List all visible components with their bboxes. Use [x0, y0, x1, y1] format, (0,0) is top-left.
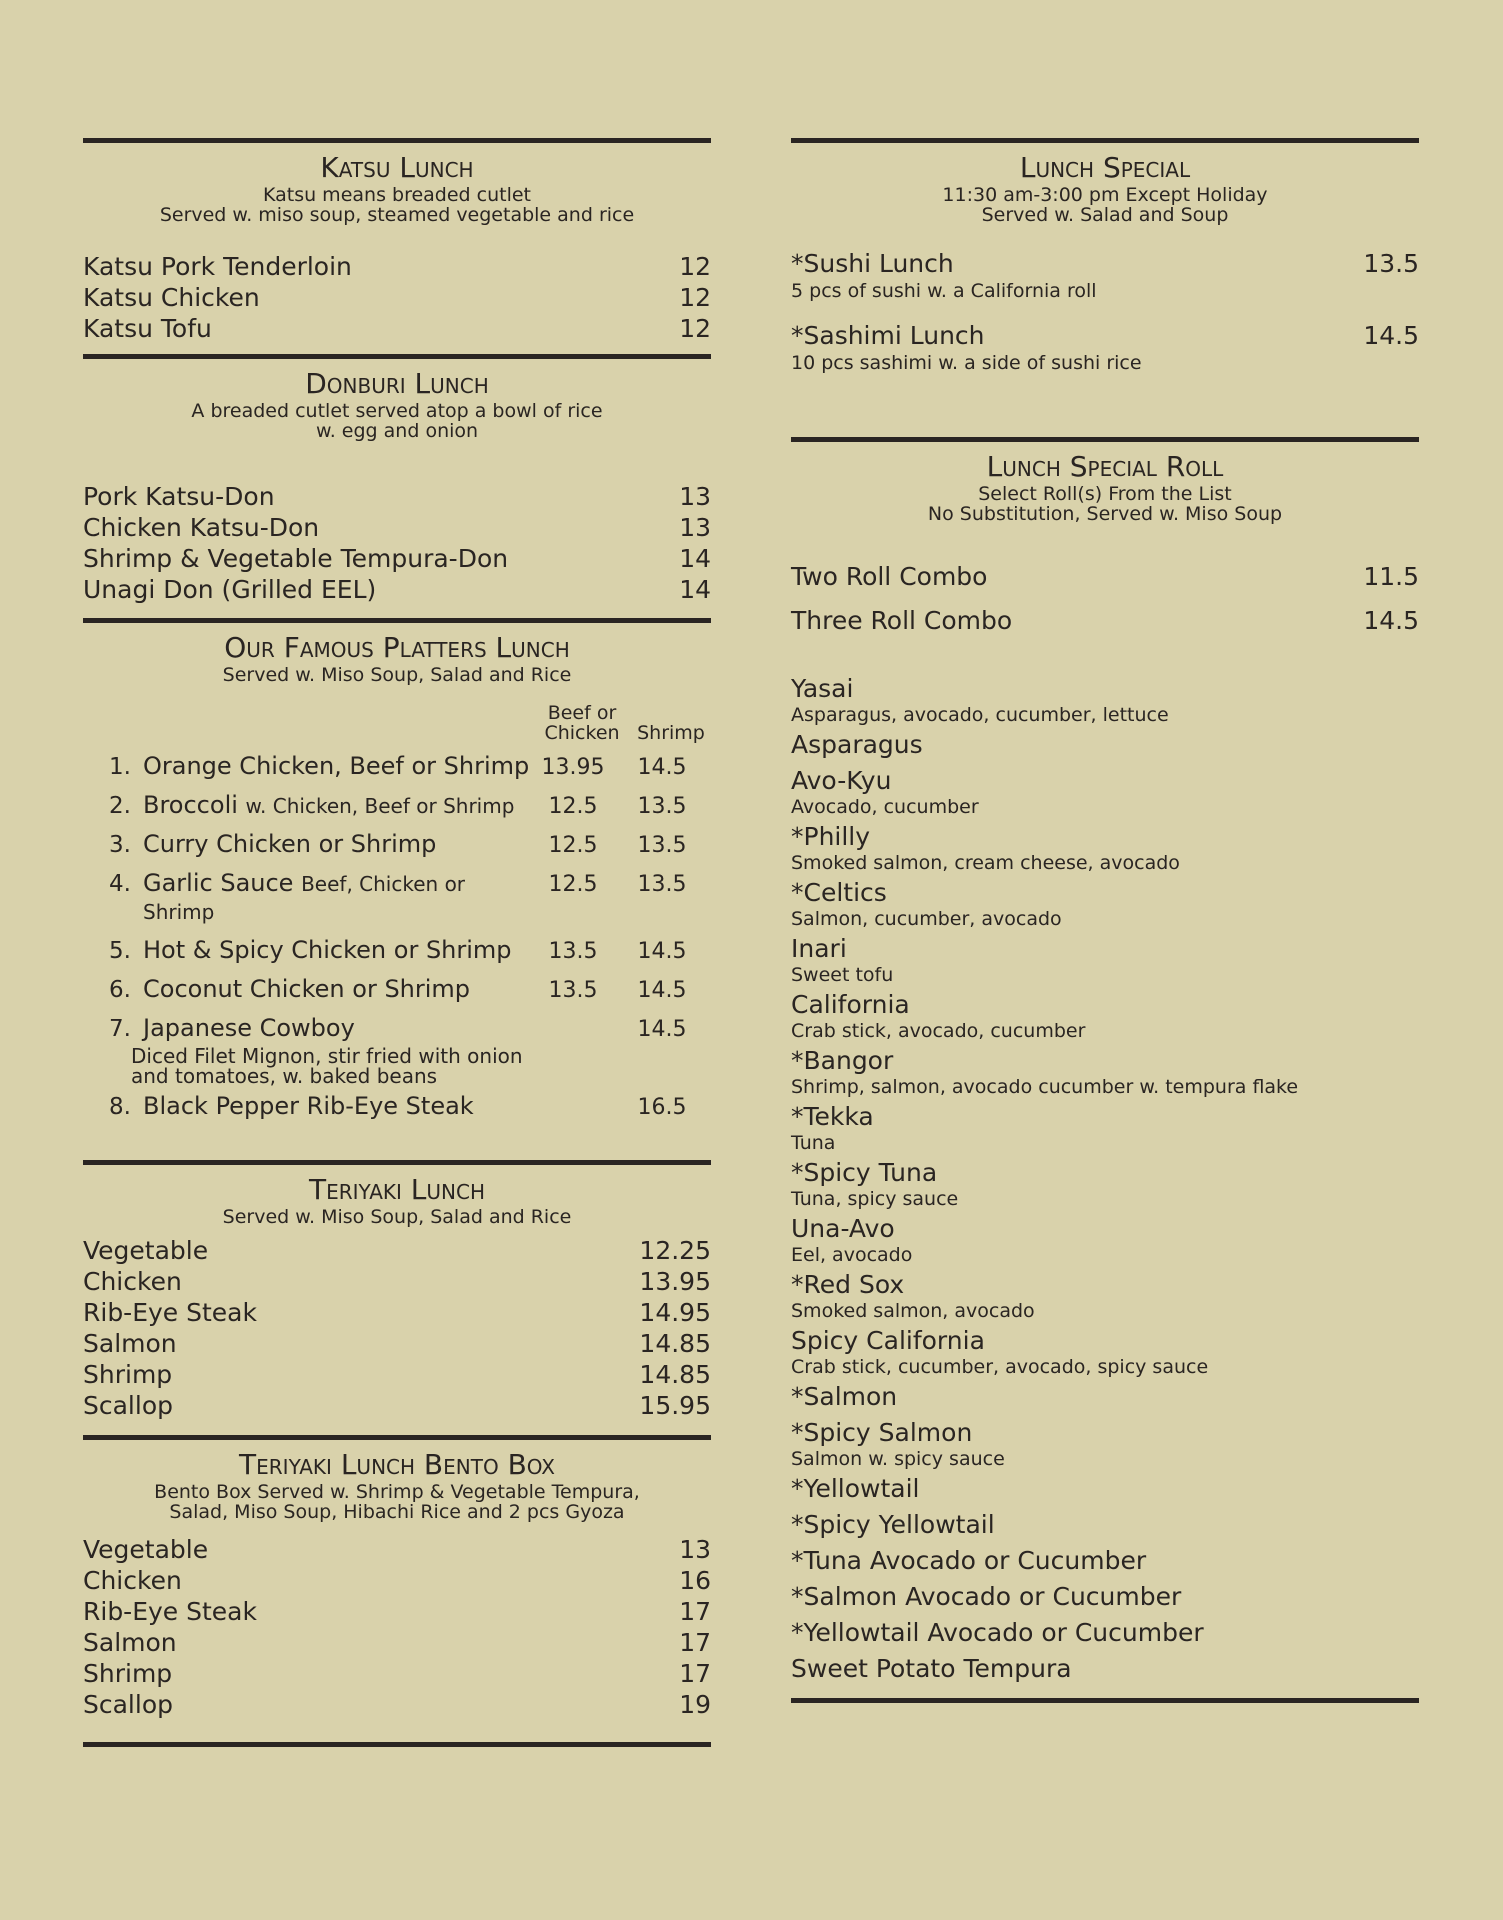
platter-item: [83, 791, 711, 819]
menu-item: [83, 1627, 711, 1658]
column-header-shrimp: Shrimp: [637, 722, 705, 744]
roll-description: Sweet tofu: [791, 964, 894, 986]
bento-items: [83, 1534, 711, 1720]
item-name: Katsu Tofu: [83, 314, 212, 343]
item-name: [143, 791, 533, 819]
item-price: 13.5: [1363, 249, 1419, 278]
item-price: 14.5: [1363, 321, 1419, 350]
item-number: 7.: [109, 1016, 131, 1042]
item-price: 14.5: [1363, 606, 1419, 635]
item-price: 17: [679, 1628, 711, 1657]
price-shrimp: 13.5: [637, 872, 687, 897]
roll-list: [791, 674, 1419, 1684]
price-beef-chicken: 13.5: [548, 978, 598, 1003]
item-price: 14.85: [639, 1360, 711, 1389]
item-number: 8.: [109, 1094, 131, 1120]
roll-name: *Spicy Yellowtail: [791, 1510, 995, 1539]
price-beef-chicken: 13.95: [541, 755, 605, 780]
lunch-special-header: [791, 143, 1419, 225]
section-subtitle: Katsu means breaded cutlet: [262, 184, 531, 206]
roll-item: [791, 1102, 1419, 1154]
item-number: 5.: [109, 938, 131, 964]
section-subtitle: Served w. Miso Soup, Salad and Rice: [222, 664, 572, 686]
roll-description: Tuna, spicy sauce: [791, 1188, 959, 1210]
roll-item: [791, 766, 1419, 818]
roll-description: Asparagus, avocado, cucumber, lettuce: [791, 704, 1169, 726]
section-title: Teriyaki Lunch Bento Box: [239, 1448, 555, 1481]
section-title: Lunch Special: [1019, 151, 1191, 184]
price-shrimp: 13.5: [637, 833, 687, 858]
menu-item: [83, 1689, 711, 1720]
item-name-detail: w. Chicken, Beef or Shrimp: [245, 794, 515, 818]
menu-item: [83, 1359, 711, 1390]
menu-item: [83, 512, 711, 543]
section-subtitle: Salad, Miso Soup, Hibachi Rice and 2 pcs Gyoza: [169, 1501, 625, 1523]
item-name-main: Orange Chicken, Beef or Shrimp: [143, 752, 530, 780]
teriyaki-items: [83, 1235, 711, 1421]
item-description: 10 pcs sashimi w. a side of sushi rice: [791, 352, 1142, 374]
combo-items: [791, 562, 1419, 636]
price-shrimp: 14.5: [637, 755, 687, 780]
section-title: Lunch Special Roll: [986, 450, 1224, 483]
item-name: Salmon: [83, 1329, 177, 1358]
roll-name: California: [791, 990, 910, 1019]
teriyaki-header: [83, 1165, 711, 1227]
special-roll-header: [791, 442, 1419, 524]
roll-description: Smoked salmon, avocado: [791, 1300, 1035, 1322]
roll-item: [791, 990, 1419, 1042]
roll-item: [791, 1158, 1419, 1210]
roll-item: [791, 1046, 1419, 1098]
roll-name: *Celtics: [791, 878, 887, 907]
item-name: [143, 975, 533, 1003]
roll-name: *Tuna Avocado or Cucumber: [791, 1546, 1147, 1575]
roll-item: [791, 934, 1419, 986]
item-name-main: Curry Chicken or Shrimp: [143, 830, 437, 858]
item-name: Shrimp: [83, 1659, 173, 1688]
menu-item: [83, 481, 711, 512]
platter-item: [83, 1014, 711, 1042]
roll-name: *Spicy Tuna: [791, 1158, 938, 1187]
roll-name: *Bangor: [791, 1046, 894, 1075]
item-price: 12: [679, 252, 711, 281]
menu-item: [83, 1596, 711, 1627]
katsu-header: [83, 143, 711, 225]
item-price: 14.95: [639, 1298, 711, 1327]
price-beef-chicken: 13.5: [548, 939, 598, 964]
item-price: 12: [679, 314, 711, 343]
item-name: Salmon: [83, 1628, 177, 1657]
item-name: Chicken Katsu-Don: [83, 513, 320, 542]
item-description-line: Diced Filet Mignon, stir fried with onion: [131, 1044, 523, 1068]
item-name: [143, 936, 533, 964]
roll-description: Tuna: [791, 1132, 836, 1154]
section-subtitle: A breaded cutlet served atop a bowl of rice: [191, 400, 603, 422]
item-name: Three Roll Combo: [791, 606, 1013, 635]
roll-name: *Yellowtail Avocado or Cucumber: [791, 1618, 1204, 1647]
menu-item: [791, 249, 1419, 279]
section-subtitle: Served w. miso soup, steamed vegetable and rice: [159, 204, 635, 226]
price-beef-chicken: 12.5: [548, 794, 598, 819]
item-price: 14: [679, 575, 711, 604]
menu-item: [83, 543, 711, 574]
column-header-line: Beef or: [547, 702, 617, 724]
roll-item: [791, 1418, 1419, 1470]
item-price: 14.85: [639, 1329, 711, 1358]
item-name: [143, 1092, 533, 1120]
item-name-detail: Beef, Chicken or Shrimp: [143, 872, 466, 924]
item-number: 1.: [109, 754, 131, 780]
roll-item: [791, 1582, 1419, 1612]
menu-item: [791, 321, 1419, 351]
platter-item: [83, 752, 711, 780]
platter-item: [83, 869, 711, 925]
item-name: Scallop: [83, 1690, 173, 1719]
menu-item: [83, 1565, 711, 1596]
donburi-items: [83, 481, 711, 605]
roll-name: Inari: [791, 934, 847, 963]
item-name: Rib-Eye Steak: [83, 1597, 257, 1626]
roll-description: Salmon w. spicy sauce: [791, 1448, 1005, 1470]
item-price: 13: [679, 1535, 711, 1564]
menu-item: [83, 282, 711, 313]
menu-item: [83, 313, 711, 344]
price-shrimp: 14.5: [637, 939, 687, 964]
item-price: 15.95: [639, 1391, 711, 1420]
roll-name: Sweet Potato Tempura: [791, 1654, 1072, 1683]
item-number: 3.: [109, 832, 131, 858]
menu-item: [791, 606, 1419, 636]
item-name: *Sashimi Lunch: [791, 321, 985, 350]
item-price: 13: [679, 482, 711, 511]
menu-item: [83, 1534, 711, 1565]
roll-name: *Yellowtail: [791, 1474, 920, 1503]
item-price: 12.25: [639, 1236, 711, 1265]
roll-item: [791, 674, 1419, 726]
section-subtitle: Served w. Miso Soup, Salad and Rice: [222, 1206, 572, 1228]
item-name: Chicken: [83, 1566, 182, 1595]
item-name-main: Hot & Spicy Chicken or Shrimp: [143, 936, 512, 964]
item-name: Scallop: [83, 1391, 173, 1420]
roll-name: *Red Sox: [791, 1270, 905, 1299]
roll-description: Eel, avocado: [791, 1244, 913, 1266]
item-price: 19: [679, 1690, 711, 1719]
menu-item: [83, 1328, 711, 1359]
section-subtitle: Served w. Salad and Soup: [981, 204, 1229, 226]
roll-name: *Salmon Avocado or Cucumber: [791, 1582, 1182, 1611]
roll-item: [791, 1546, 1419, 1576]
section-title: Katsu Lunch: [320, 151, 474, 184]
item-price: 11.5: [1363, 562, 1419, 591]
item-number: 4.: [109, 871, 131, 897]
roll-name: Una-Avo: [791, 1214, 895, 1243]
item-description: [83, 1046, 711, 1086]
katsu-items: [83, 251, 711, 344]
section-title: Teriyaki Lunch: [309, 1173, 485, 1206]
roll-item: [791, 1326, 1419, 1378]
item-price: 17: [679, 1659, 711, 1688]
bento-header: [83, 1440, 711, 1522]
roll-item: [791, 1474, 1419, 1504]
roll-description: Crab stick, cucumber, avocado, spicy sauce: [791, 1356, 1209, 1378]
item-name: [143, 869, 533, 925]
roll-name: Avo-Kyu: [791, 766, 892, 795]
roll-item: [791, 822, 1419, 874]
column-header-line: Chicken: [544, 722, 620, 744]
price-beef-chicken: 12.5: [548, 872, 598, 897]
item-name: Chicken: [83, 1267, 182, 1296]
roll-description: Smoked salmon, cream cheese, avocado: [791, 852, 1180, 874]
section-subtitle: No Substitution, Served w. Miso Soup: [927, 503, 1283, 525]
item-number: 2.: [109, 793, 131, 819]
section-subtitle: Bento Box Served w. Shrimp & Vegetable Tempura,: [154, 1481, 640, 1503]
platter-item: [83, 830, 711, 858]
item-name: Shrimp: [83, 1360, 173, 1389]
platter-item: [83, 975, 711, 1003]
lunch-special-items: [791, 249, 1419, 375]
section-title: Our Famous Platters Lunch: [224, 631, 570, 664]
platters-items: [83, 752, 711, 1120]
menu-item: [791, 562, 1419, 592]
item-name: Vegetable: [83, 1535, 209, 1564]
menu-item: [83, 1658, 711, 1689]
roll-name: *Tekka: [791, 1102, 874, 1131]
divider: [83, 1742, 711, 1747]
section-subtitle: w. egg and onion: [315, 420, 479, 442]
roll-description: Salmon, cucumber, avocado: [791, 908, 1062, 930]
roll-item: [791, 1270, 1419, 1322]
roll-description: Crab stick, avocado, cucumber: [791, 1020, 1086, 1042]
item-price: 17: [679, 1597, 711, 1626]
menu-item: [83, 1235, 711, 1266]
roll-item: [791, 1618, 1419, 1648]
menu-item: [83, 574, 711, 605]
price-shrimp: 14.5: [637, 1017, 687, 1042]
roll-item: [791, 1214, 1419, 1266]
section-title: Donburi Lunch: [305, 367, 489, 400]
item-description: 5 pcs of sushi w. a California roll: [791, 280, 1097, 302]
item-name: [143, 830, 533, 858]
roll-item: [791, 878, 1419, 930]
platter-item: [83, 1092, 711, 1120]
menu-item: [83, 251, 711, 282]
roll-item: [791, 730, 1419, 760]
item-name: Vegetable: [83, 1236, 209, 1265]
item-description-line: and tomatoes, w. baked beans: [131, 1064, 438, 1088]
item-price: 12: [679, 283, 711, 312]
item-name: Katsu Chicken: [83, 283, 260, 312]
item-price: 13.95: [639, 1267, 711, 1296]
item-name: Rib-Eye Steak: [83, 1298, 257, 1327]
section-subtitle: Select Roll(s) From the List: [978, 483, 1232, 505]
item-name-main: Garlic Sauce: [143, 869, 302, 897]
item-name: Shrimp & Vegetable Tempura-Don: [83, 544, 509, 573]
menu-item: [83, 1266, 711, 1297]
roll-name: *Salmon: [791, 1382, 898, 1411]
roll-description: Avocado, cucumber: [791, 796, 979, 818]
divider: [791, 1698, 1419, 1703]
roll-name: Yasai: [791, 674, 854, 703]
price-shrimp: 13.5: [637, 794, 687, 819]
item-name: [143, 1014, 533, 1042]
item-name: Pork Katsu-Don: [83, 482, 275, 511]
donburi-header: [83, 359, 711, 441]
item-name: Unagi Don (Grilled EEL): [83, 575, 377, 604]
item-number: 6.: [109, 977, 131, 1003]
roll-name: Spicy California: [791, 1326, 985, 1355]
item-price: 13: [679, 513, 711, 542]
roll-name: *Philly: [791, 822, 871, 851]
roll-name: Asparagus: [791, 730, 923, 759]
roll-item: [791, 1654, 1419, 1684]
menu-item: [83, 1297, 711, 1328]
section-subtitle: 11:30 am-3:00 pm Except Holiday: [942, 184, 1268, 206]
platters-header: [83, 623, 711, 685]
price-shrimp: 16.5: [637, 1095, 687, 1120]
item-name: Katsu Pork Tenderloin: [83, 252, 352, 281]
right-column: [791, 138, 1419, 1703]
item-name-main: Coconut Chicken or Shrimp: [143, 975, 471, 1003]
item-name-main: Black Pepper Rib-Eye Steak: [143, 1092, 474, 1120]
roll-item: [791, 1510, 1419, 1540]
item-name-main: Japanese Cowboy: [143, 1014, 355, 1042]
roll-description: Shrimp, salmon, avocado cucumber w. tempura flake: [791, 1076, 1299, 1098]
item-name: *Sushi Lunch: [791, 249, 954, 278]
item-price: 16: [679, 1566, 711, 1595]
roll-name: *Spicy Salmon: [791, 1418, 973, 1447]
roll-item: [791, 1382, 1419, 1412]
menu-item: [83, 1390, 711, 1421]
left-column: [83, 138, 711, 1747]
item-name-main: Broccoli: [143, 791, 246, 819]
platters-column-headers: [83, 703, 711, 743]
item-name: Two Roll Combo: [791, 562, 988, 591]
column-header-beef-chicken: [533, 703, 631, 743]
item-name: [143, 752, 533, 780]
platter-item: [83, 936, 711, 964]
price-shrimp: 14.5: [637, 978, 687, 1003]
item-price: 14: [679, 544, 711, 573]
price-beef-chicken: 12.5: [548, 833, 598, 858]
